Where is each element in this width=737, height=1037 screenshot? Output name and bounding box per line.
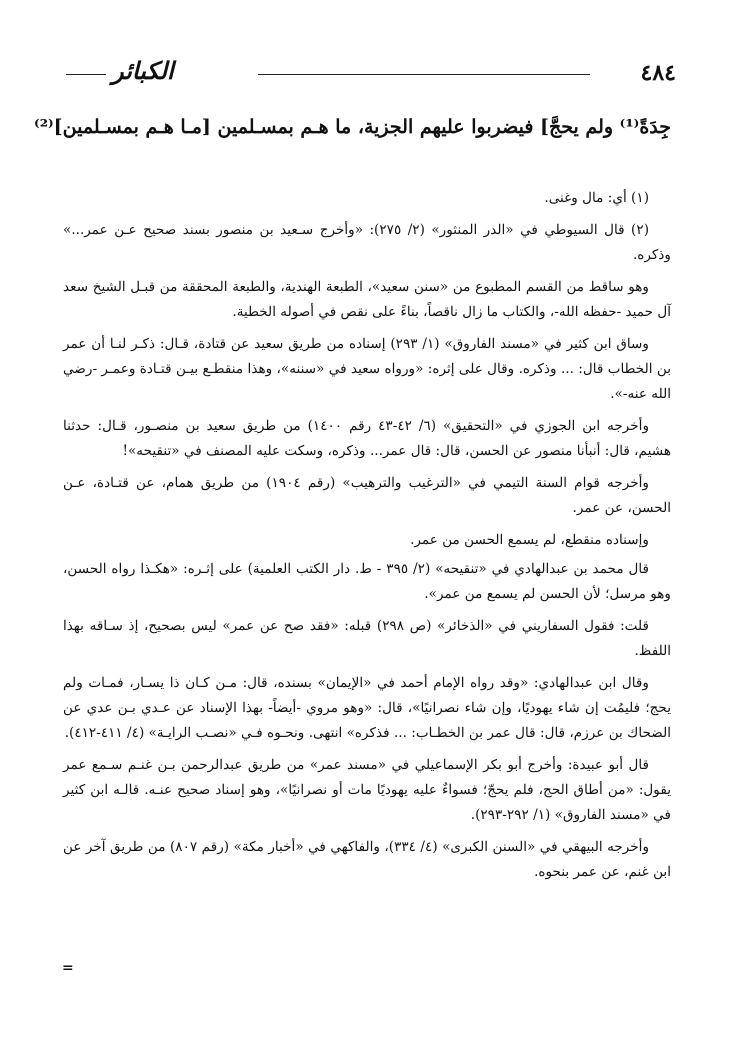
footnote-paragraph: قال محمد بن عبدالهادي في «تنقيحه» (٢/ ٣٩٥ - ط. دار الكتب العلمية) على إثـره: «هكـذا رواه الحسن، وهو مرسل؛ لأن الحسن لم يسمع من عمر». (63, 561, 671, 602)
book-title: الكبائر (112, 56, 174, 85)
footnote-paragraph: وهو ساقط من القسم المطبوع من «سنن سعيد»، الطبعة الهندية، والطبعة المحققة من قبـل الشيخ سعد آل حميد -حفظه الله-، والكتاب ما زال ناقصاً، بناءً على نقص في أصوله الخطية. (63, 279, 671, 320)
continuation-mark: = (62, 960, 74, 976)
footnote-paragraph: وقال ابن عبدالهادي: «وقد رواه الإمام أحمد في «الإيمان» بسنده، قال: مـن كـان ذا يسـار، فمـات ولم يحج؛ فليمُت إن شاء يهوديًا، وإن شاء نصرانيًا»، قال: «وهو مروي -أيضاً- بهذا الإسناد عن عـدي بـن عدي عن الضحاك بن عرزم، قال: قال عمر بن الخطـاب: ... فذكره» انتهى. ونحـوه فـي «نصـب الرايـة» (٤/ ٤١١-٤١٢). (63, 675, 671, 741)
header-divider-right (258, 74, 590, 75)
footnote-2: (٢) قال السيوطي في «الدر المنثور» (٢/ ٢٧٥): «وأخرج سـعيد بن منصور بسند صحيح عـن عمر...» وذكره. (63, 222, 671, 263)
footnote-paragraph: وأخرجه ابن الجوزي في «التحقيق» (٦/ ٤٢-٤٣ رقم ١٤٠٠) من طريق سعيد بن منصـور، قـال: حدثنا هشيم، قال: أنبأنا منصور عن الحسن، قال: قال عمر... وذكره، وسكت عليه المصنف في «تنقيحه»! (63, 418, 671, 459)
footnote-paragraph: وإسناده منقطع، لم يسمع الحسن من عمر. (410, 532, 649, 548)
footnote-paragraph: وأخرجه قوام السنة التيمي في «الترغيب والترهيب» (رقم ١٩٠٤) من طريق همام، عن قتـادة، عـن الحسن، عن عمر. (63, 475, 671, 516)
page-header (66, 56, 676, 92)
footnote-1: (١) أي: مال وغنى. (544, 190, 649, 206)
footnote-paragraph: وساق ابن كثير في «مسند الفاروق» (١/ ٢٩٣) إسناده من طريق سعيد عن قتادة، قـال: ذكـر لنـا أن عمر بن الخطاب قال: ... وذكره. وقال على إثره: «ورواه سعيد في «سننه»، وهذا منقطـع بيـن قتـادة وعمـر -رضي الله عنه-». (63, 336, 671, 402)
footnote-paragraph: وأخرجه البيهقي في «السنن الكبرى» (٤/ ٣٣٤)، والفاكهي في «أخبار مكة» (رقم ٨٠٧) من طريق آخر عن ابن غنم، عن عمر بنحوه. (63, 839, 671, 880)
footnote-paragraph: قال أبو عبيدة: وأخرج أبو بكر الإسماعيلي في «مسند عمر» من طريق عبدالرحمن بـن غنـم سـمع عمر يقول: «من أطاق الحج، فلم يحجّ؛ فسواءٌ عليه يهوديًا مات أو نصرانيًا»، وهو إسناد صحيح عنـه. قالـه ابن كثير في «مسند الفاروق» (١/ ٢٩٢-٢٩٣). (63, 757, 671, 823)
footnote-paragraph: قلت: فقول السفاريني في «الذخائر» (ص ٢٩٨) قبله: «فقد صح عن عمر» ليس بصحيح، إذ سـاقه بهذا اللفظ. (63, 618, 671, 659)
page-number: ٤٨٤ (640, 60, 676, 86)
footnotes-section (63, 186, 671, 892)
main-text-line: جِدَةً⁽¹⁾ ولم يحجَّ] فيضربوا عليهم الجزية، ما هـم بمسـلمين [مـا هـم بمسـلمين]⁽²⁾ (34, 116, 671, 138)
header-divider-left (66, 74, 106, 75)
